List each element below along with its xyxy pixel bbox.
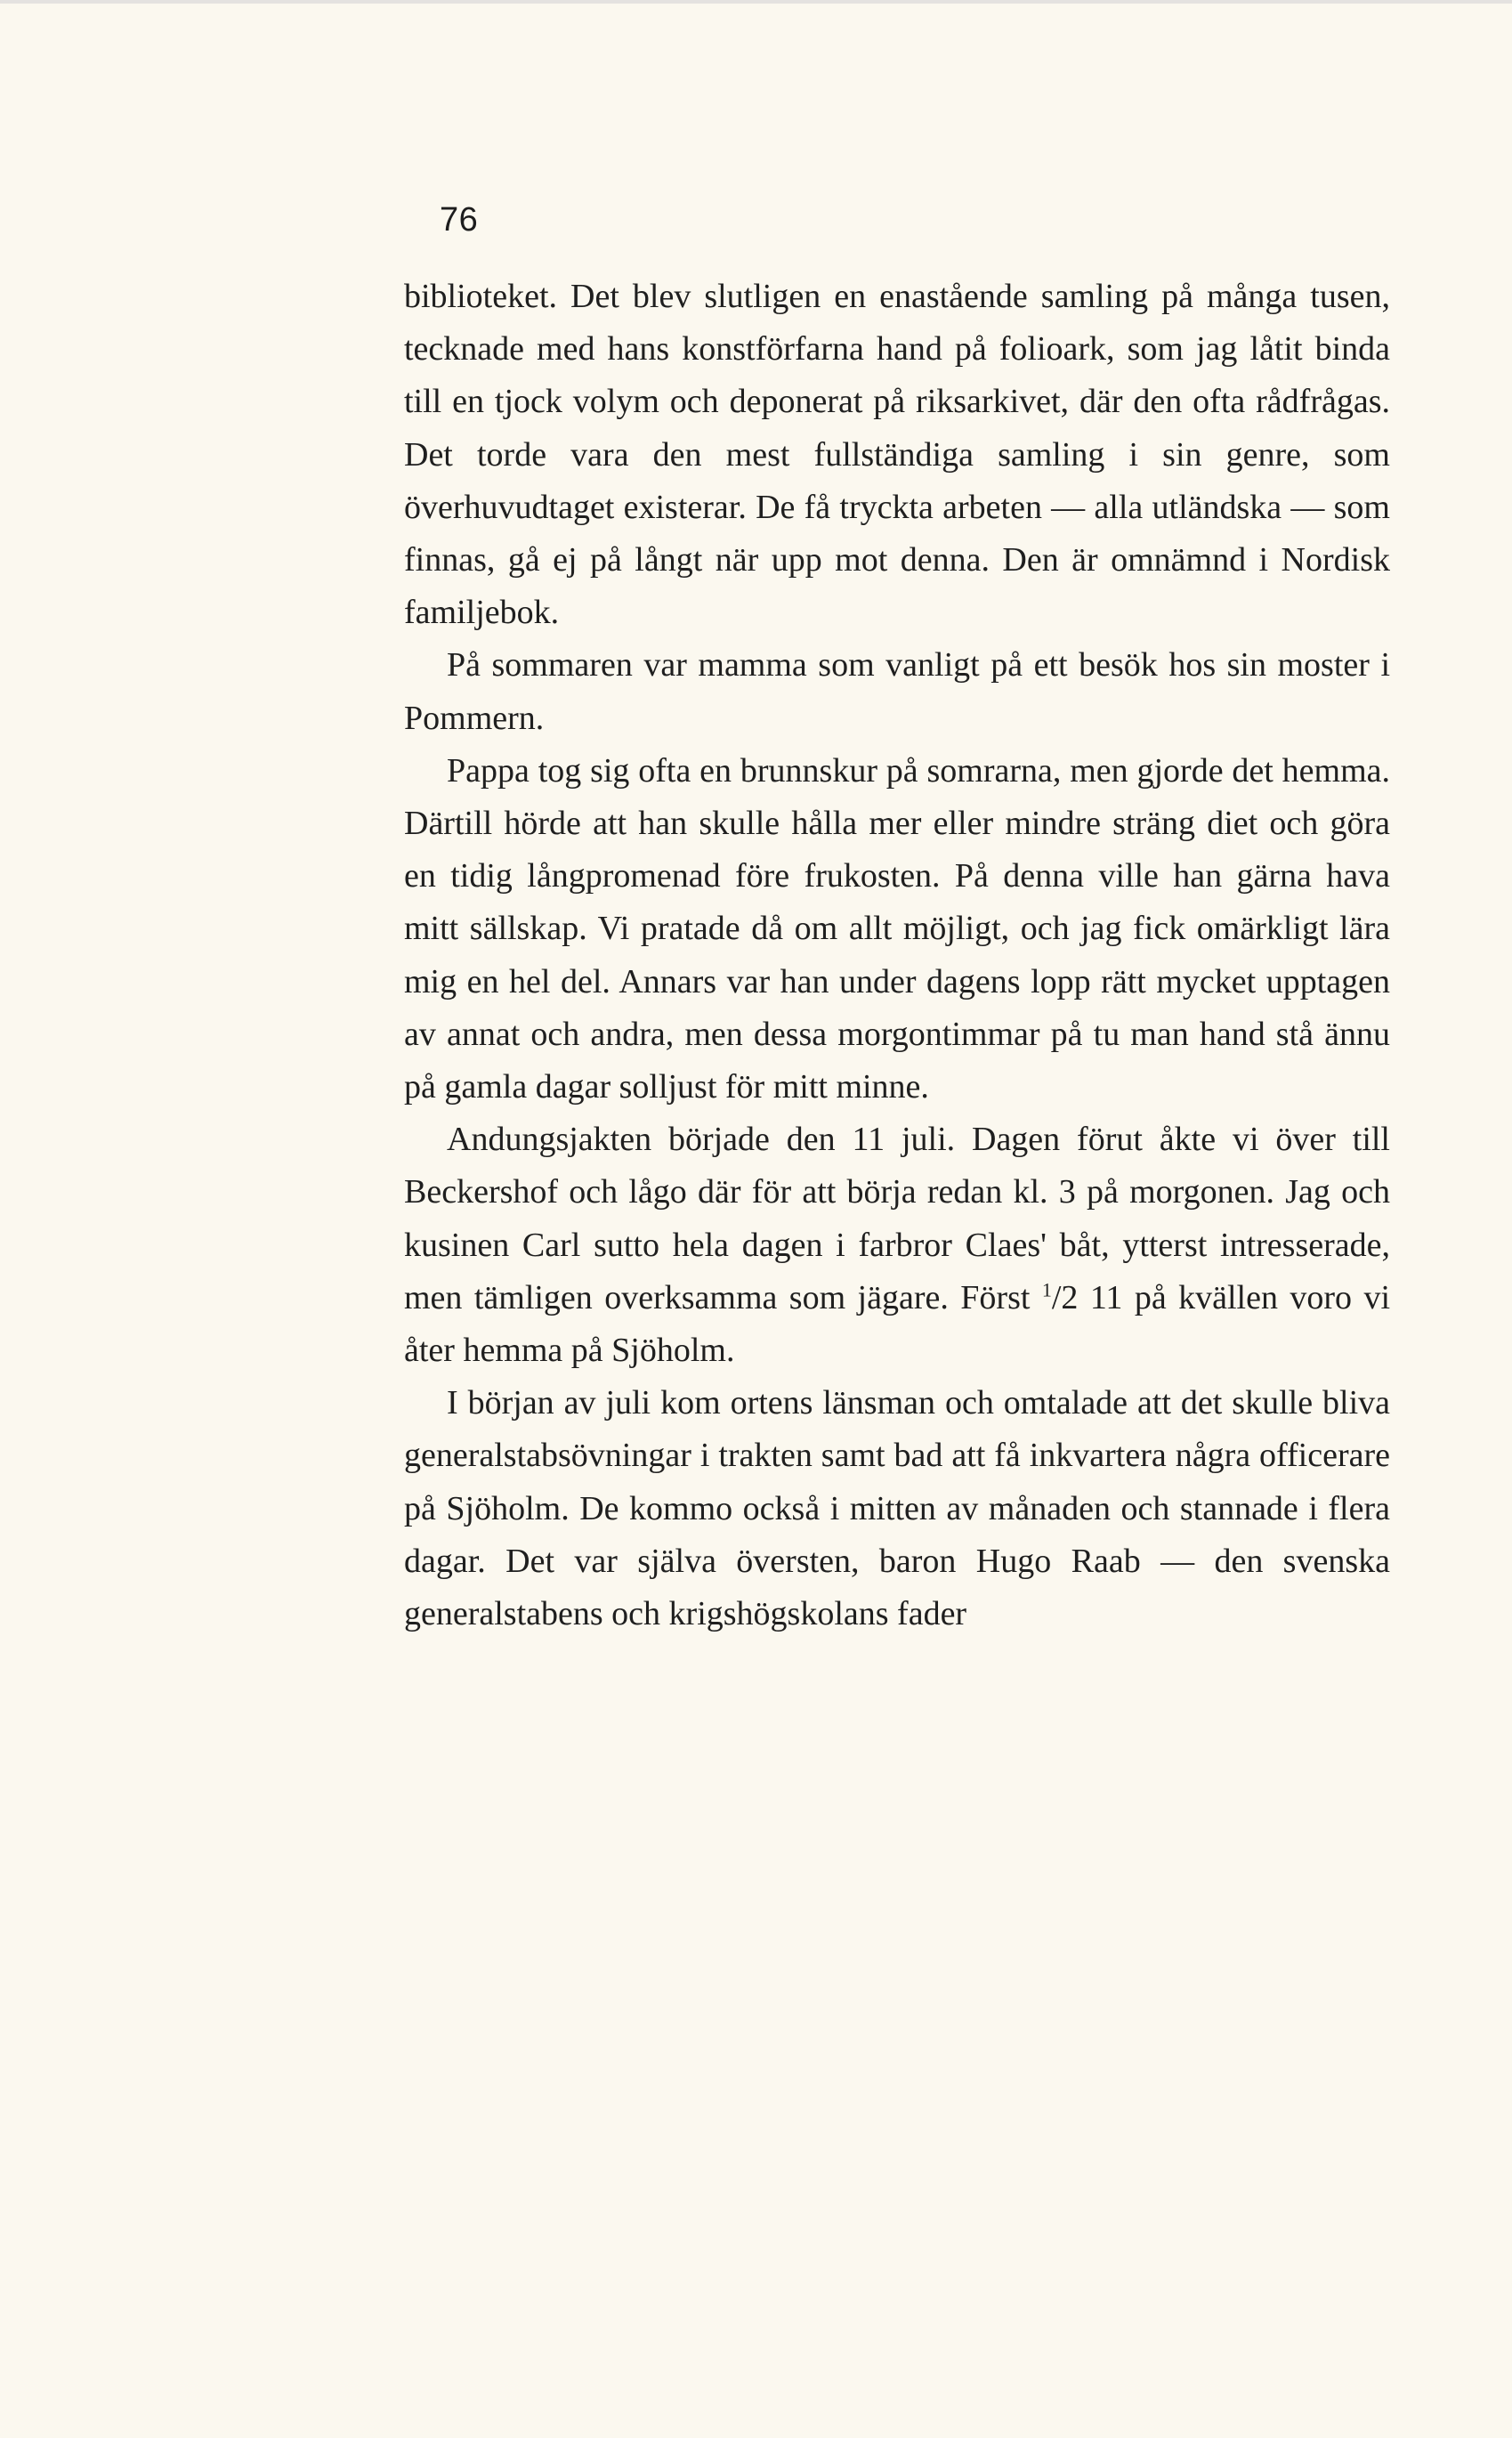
fraction-rest: /2 (1051, 1278, 1079, 1316)
paragraph-3: Pappa tog sig ofta en brunnskur på somrarna, men gjorde det hemma. Därtill hörde att han skulle hålla mer eller mindre sträng diet och göra en tidig långpromenad före frukosten. På denna ville han gärna hava mitt sällskap. Vi pratade då om allt möjligt, och jag fick omärkligt lära mig en hel del. Annars var han under dagens lopp rätt mycket upptagen av annat och andra, men dessa morgontimmar på tu man hand stå ännu på gamla dagar solljust för mitt minne. (404, 751, 1390, 1106)
paragraph-2: På sommaren var mamma som vanligt på ett besök hos sin moster i Pommern. (404, 646, 1390, 737)
fraction-numerator: 1 (1041, 1278, 1052, 1301)
paragraph-4-text-before: Andungsjakten började den 11 juli. Dagen förut åkte vi över till Beckershof och lågo där för att börja redan kl. 3 på morgonen. Jag och kusinen Carl sutto hela dagen i farbror Claes' båt, ytterst intresserade, men tämligen overksamma som jägare. Först (404, 1121, 1390, 1316)
paragraph-4-text-after: 11 på kvällen voro vi åter hemma på Sjöholm. (404, 1278, 1391, 1370)
paragraph-4 (404, 1114, 1390, 1377)
page-number: 76 (440, 201, 479, 239)
body-text (404, 271, 1390, 1640)
paragraph-1: biblioteket. Det blev slutligen en enastående samling på många tusen, tecknade med hans konstförfarna hand på folioark, som jag låtit binda till en tjock volym och deponerat på riksarkivet, där den ofta rådfrågas. Det torde vara den mest fullständiga samling i sin genre, som överhuvudtaget existerar. De få tryckta arbeten — alla utländska — som finnas, gå ej på långt när upp mot denna. Den är omnämnd i Nordisk familjebok. (404, 278, 1390, 632)
paragraph-5: I början av juli kom ortens länsman och omtalade att det skulle bliva generalstabsövningar i trakten samt bad att få inkvartera några officerare på Sjöholm. De kommo också i mitten av månaden och stannade i flera dagar. Det var själva översten, baron Hugo Raab — den svenska generalstabens och krigshögskolans fader (404, 1384, 1390, 1633)
